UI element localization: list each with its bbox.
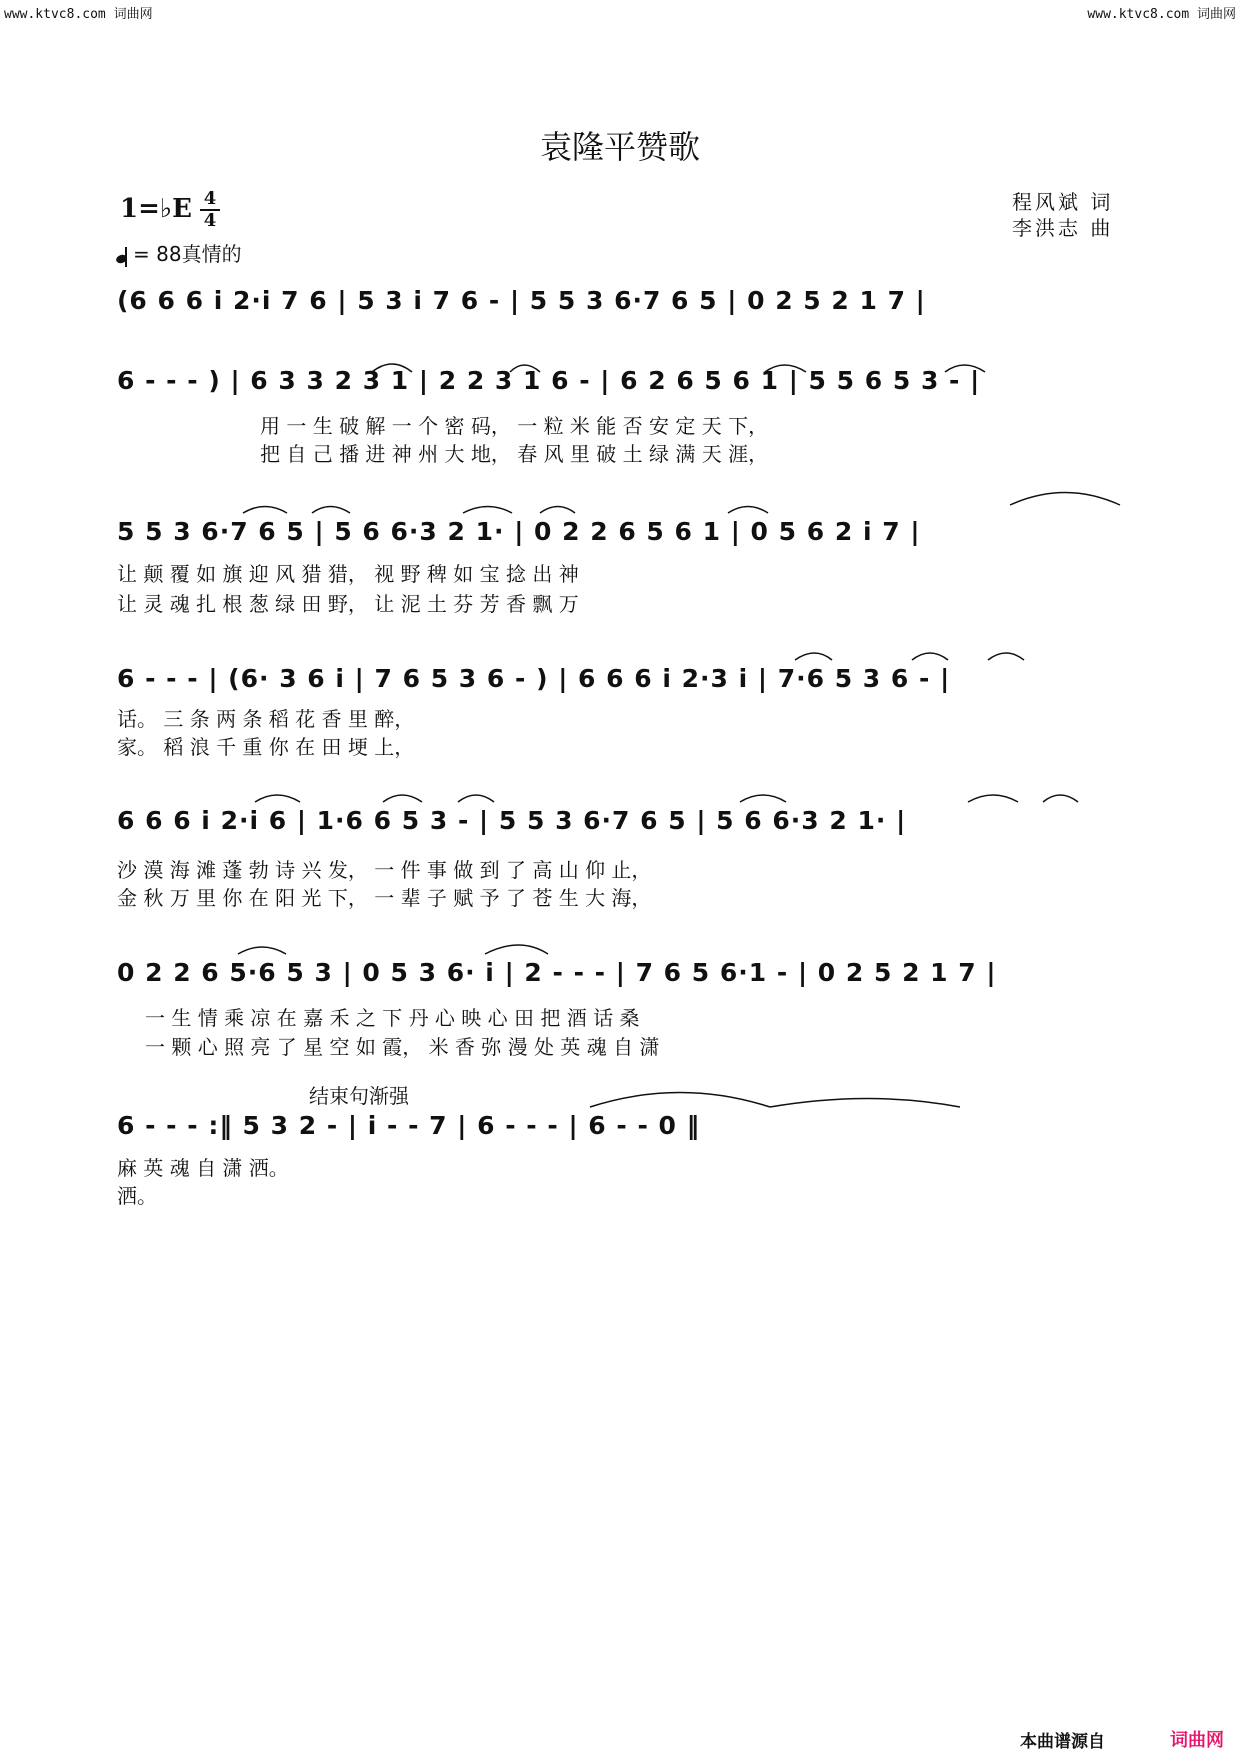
composer-credit: 李洪志 曲 <box>1012 216 1114 240</box>
system-3-lyrics-1: 让 颠 覆 如 旗 迎 风 猎 猎， 视 野 稗 如 宝 捻 出 神 <box>117 562 579 586</box>
system-5-lyrics-2: 金 秋 万 里 你 在 阳 光 下， 一 辈 子 赋 予 了 苍 生 大 海， <box>117 886 652 910</box>
time-signature-top: 4 <box>203 188 217 209</box>
footer-logo[interactable]: 词曲网 <box>1170 1730 1224 1751</box>
system-2-lyrics-1: 用 一 生 破 解 一 个 密 码， 一 粒 米 能 否 安 定 天 下， <box>260 414 769 438</box>
system-4-lyrics-2: 家。 稻 浪 千 重 你 在 田 埂 上， <box>117 735 415 759</box>
system-6-lyrics-2: 一 颗 心 照 亮 了 星 空 如 霞， 米 香 弥 漫 处 英 魂 自 潇 <box>145 1035 660 1059</box>
slur-mark <box>463 507 512 514</box>
system-4-notes: 6 - - - | (6· 3 6 i | 7 6 5 3 6 - ) | 6 6 6 i 2·3 i | 7·6 5 3 6 - | <box>117 664 951 693</box>
slur-mark <box>1043 795 1078 802</box>
slur-mark <box>1010 493 1120 506</box>
slur-mark <box>590 1093 770 1108</box>
slur-mark <box>968 795 1018 802</box>
slur-mark <box>243 507 287 514</box>
slur-mark <box>540 507 575 514</box>
footer-source: 本曲谱源自 <box>1020 1732 1105 1752</box>
watermark-left: www.ktvc8.com 词曲网 <box>4 7 153 22</box>
lyricist-credit: 程风斌 词 <box>1012 190 1114 214</box>
expression-direction: 结束句渐强 <box>309 1084 409 1108</box>
system-5-lyrics-1: 沙 漠 海 滩 蓬 勃 诗 兴 发， 一 件 事 做 到 了 高 山 仰 止， <box>117 858 652 882</box>
slur-mark <box>458 795 494 802</box>
slur-mark <box>988 653 1024 660</box>
slur-mark <box>770 1099 960 1108</box>
slur-mark <box>510 365 540 372</box>
system-2-notes: 6 - - - ) | 6 3 3 2 3 1 | 2 2 3 1 6 - | 6 2 6 5 6 1 | 5 5 6 5 3 - | <box>117 366 981 395</box>
system-2-lyrics-2: 把 自 己 播 进 神 州 大 地， 春 风 里 破 土 绿 满 天 涯， <box>260 442 769 466</box>
system-3-notes: 5 5 3 6·7 6 5 | 5 6 6·3 2 1· | 0 2 2 6 5 6 1 | 0 5 6 2 i 7 | <box>117 517 921 546</box>
slur-mark <box>795 653 832 660</box>
slur-mark <box>372 364 412 372</box>
system-7-lyrics-1: 麻 英 魂 自 潇 洒。 <box>117 1156 289 1180</box>
slur-mark <box>765 365 806 372</box>
system-4-lyrics-1: 话。 三 条 两 条 稻 花 香 里 醉， <box>117 707 415 731</box>
system-6-notes: 0 2 2 6 5·6 5 3 | 0 5 3 6· i | 2 - - - | 7 6 5 6·1 - | 0 2 5 2 1 7 | <box>117 958 997 987</box>
slur-mark <box>312 507 350 514</box>
system-1-notes: (6 6 6 i 2·i 7 6 | 5 3 i 7 6 - | 5 5 3 6·7 6 5 | 0 2 5 2 1 7 | <box>117 286 926 315</box>
slur-mark <box>383 795 422 802</box>
slur-mark <box>912 653 948 660</box>
slur-mark <box>945 365 985 372</box>
system-3-lyrics-2: 让 灵 魂 扎 根 葱 绿 田 野， 让 泥 土 芬 芳 香 飘 万 <box>117 592 579 616</box>
watermark-right: www.ktvc8.com 词曲网 <box>1087 7 1236 22</box>
key-signature: 1=♭E <box>120 194 192 224</box>
system-7-notes: 6 - - - :‖ 5 3 2 - | i - - 7 | 6 - - - | 6 - - 0 ‖ <box>117 1111 701 1140</box>
song-title: 袁隆平赞歌 <box>539 128 700 166</box>
slur-mark <box>238 947 286 954</box>
system-5-notes: 6 6 6 i 2·i 6 | 1·6 6 5 3 - | 5 5 3 6·7 6 5 | 5 6 6·3 2 1· | <box>117 806 907 835</box>
slur-mark <box>740 795 786 802</box>
system-6-lyrics-1: 一 生 情 乘 凉 在 嘉 禾 之 下 丹 心 映 心 田 把 酒 话 桑 <box>145 1006 640 1030</box>
slur-mark <box>485 945 548 954</box>
system-7-lyrics-2: 洒。 <box>117 1184 157 1208</box>
tempo-text: = 88真情的 <box>133 242 242 266</box>
slur-mark <box>728 507 768 514</box>
slur-mark <box>255 795 300 802</box>
time-signature-bottom: 4 <box>203 210 217 231</box>
